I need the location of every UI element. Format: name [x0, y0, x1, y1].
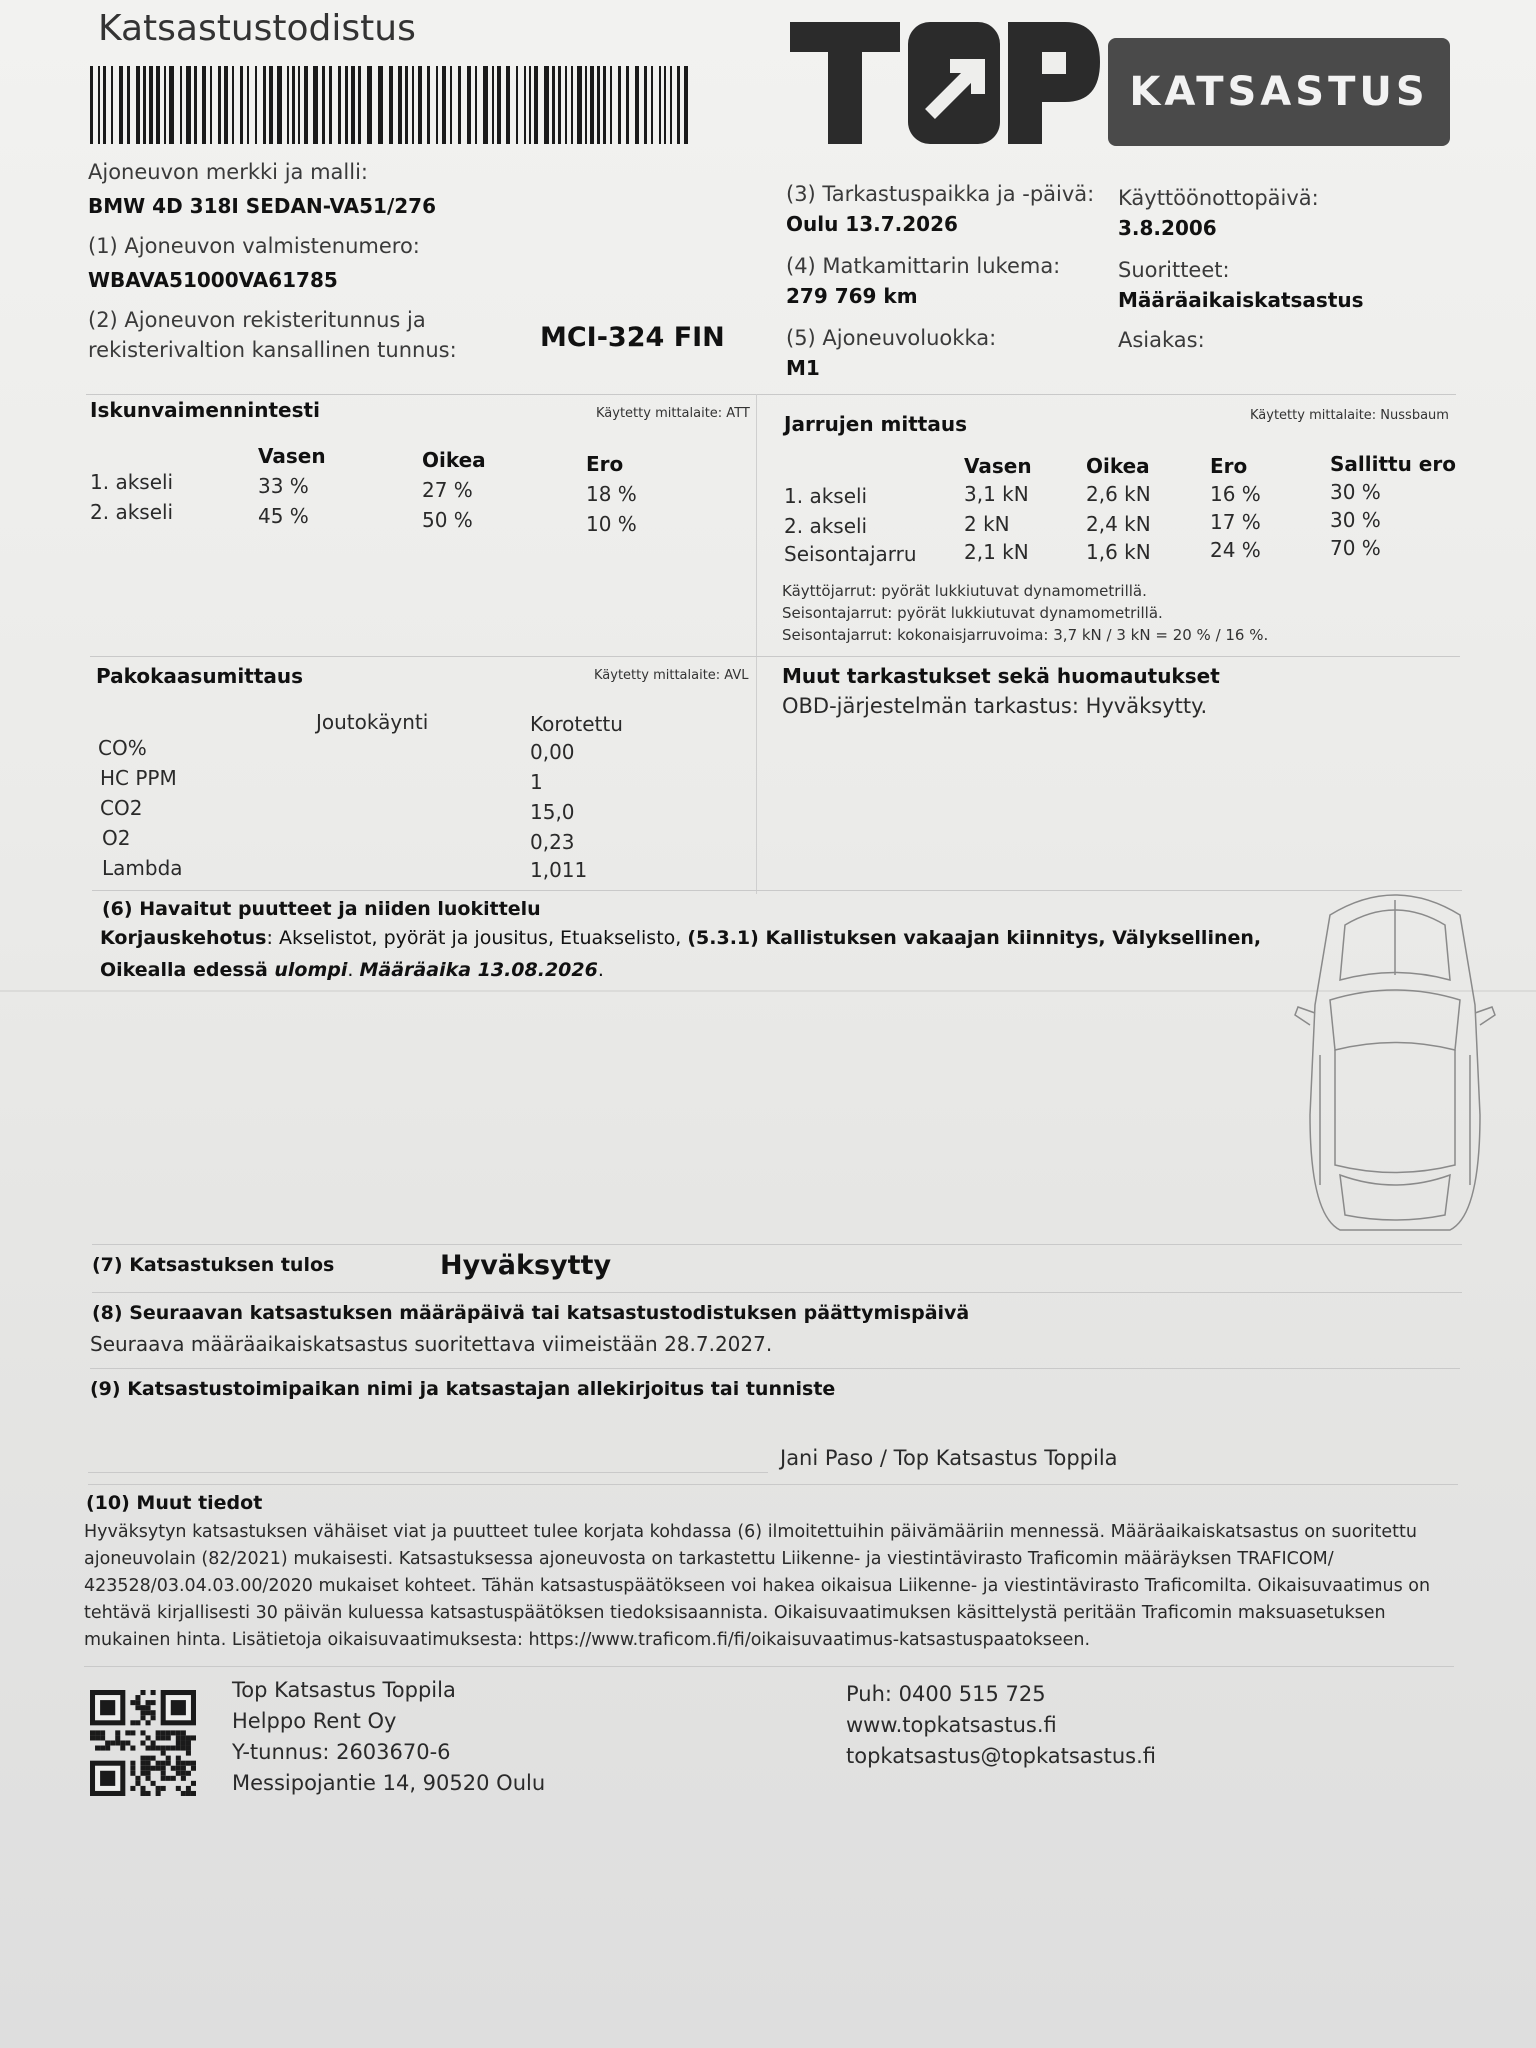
divider: [86, 394, 1456, 395]
defect-location: Oikealla edessä: [100, 959, 275, 981]
misc-line: mukainen hinta. Lisätietoja oikaisuvaatimuksesta: https://www.traficom.fi/fi/oikaisuvaatimus-katsastuspaatokseen.: [84, 1630, 1091, 1650]
commission-label: Käyttöönottopäivä:: [1118, 186, 1319, 210]
shock-row-label: 2. akseli: [90, 500, 174, 524]
exhaust-row-label: CO%: [98, 736, 147, 760]
commission-value: 3.8.2006: [1118, 216, 1217, 240]
vin-label: (1) Ajoneuvon valmistenumero:: [88, 234, 420, 258]
misc-label: (10) Muut tiedot: [86, 1492, 263, 1514]
footer-company: Messipojantie 14, 90520 Oulu: [232, 1771, 546, 1795]
vin-value: WBAVA51000VA61785: [88, 268, 338, 292]
brakes-cell: 17 %: [1210, 510, 1261, 534]
next-text: Seuraava määräaikaiskatsastus suoritettava viimeistään 28.7.2027.: [90, 1332, 773, 1356]
shock-cell: 27 %: [422, 478, 473, 502]
place-value: Oulu 13.7.2026: [786, 212, 958, 236]
katsastus-badge: KATSASTUS: [1108, 38, 1450, 146]
brakes-cell: 30 %: [1330, 480, 1381, 504]
brakes-note: Käyttöjarrut: pyörät lukkiutuvat dynamometrillä.: [782, 582, 1147, 600]
exhaust-cell: 0,23: [530, 830, 575, 854]
shock-header-left: Vasen: [258, 444, 326, 468]
defect-deadline: Määräaika 13.08.2026: [359, 959, 598, 981]
brakes-header-allowed: Sallittu ero: [1330, 452, 1456, 476]
brakes-cell: 70 %: [1330, 536, 1381, 560]
exhaust-cell: 15,0: [530, 800, 575, 824]
barcode-image: [90, 66, 694, 144]
other-checks-title: Muut tarkastukset sekä huomautukset: [782, 664, 1220, 688]
odometer-label: (4) Matkamittarin lukema:: [786, 254, 1061, 278]
brakes-header-diff: Ero: [1210, 454, 1248, 478]
shock-header-right: Oikea: [422, 448, 486, 472]
misc-line: ajoneuvolain (82/2021) mukaisesti. Katsastuksessa ajoneuvosta on tarkastettu Liikenne- ja viestintävirasto Traficomin määräyksen TRAFICOM/: [84, 1549, 1334, 1569]
reg-value: MCI-324 FIN: [540, 322, 725, 353]
brakes-header-right: Oikea: [1086, 454, 1150, 478]
divider: [90, 656, 1460, 657]
customer-label: Asiakas:: [1118, 328, 1205, 352]
exhaust-row-label: Lambda: [102, 856, 183, 880]
signature-label: (9) Katsastustoimipaikan nimi ja katsastajan allekirjoitus tai tunniste: [90, 1378, 836, 1400]
defect-end: .: [597, 959, 604, 981]
defect-code: (5.3.1) Kallistuksen vakaajan kiinnitys, Välyksellinen,: [687, 927, 1262, 949]
result-value: Hyväksytty: [440, 1250, 612, 1281]
exhaust-device: Käytetty mittalaite: AVL: [594, 668, 749, 683]
brakes-row-label: Seisontajarru: [784, 542, 917, 566]
brakes-device: Käytetty mittalaite: Nussbaum: [1250, 408, 1449, 423]
divider: [84, 1666, 1454, 1667]
exhaust-row-label: HC PPM: [100, 766, 177, 790]
brakes-row-label: 2. akseli: [784, 514, 868, 538]
class-label: (5) Ajoneuvoluokka:: [786, 326, 997, 350]
defects-description: [100, 922, 1300, 986]
other-checks-text: OBD-järjestelmän tarkastus: Hyväksytty.: [782, 694, 1208, 718]
brakes-cell: 30 %: [1330, 508, 1381, 532]
footer-company: Y-tunnus: 2603670-6: [232, 1740, 451, 1764]
shock-cell: 50 %: [422, 508, 473, 532]
column-divider: [756, 394, 757, 894]
brakes-row-label: 1. akseli: [784, 484, 868, 508]
divider: [88, 1484, 1458, 1485]
exhaust-row-label: CO2: [100, 796, 143, 820]
shock-header-diff: Ero: [586, 452, 624, 476]
divider: [92, 1244, 1462, 1245]
place-label: (3) Tarkastuspaikka ja -päivä:: [786, 182, 1095, 206]
document-title: Katsastustodistus: [98, 8, 416, 49]
brakes-note: Seisontajarrut: pyörät lukkiutuvat dynamometrillä.: [782, 604, 1163, 622]
next-label: (8) Seuraavan katsastuksen määräpäivä tai katsastustodistuksen päättymispäivä: [92, 1302, 970, 1324]
defect-part: : Akselistot, pyörät ja jousitus, Etuakselisto,: [266, 927, 688, 949]
footer-company: Helppo Rent Oy: [232, 1709, 397, 1733]
odometer-value: 279 769 km: [786, 284, 918, 308]
top-logo: [790, 22, 1100, 144]
defect-kind: Korjauskehotus: [100, 927, 267, 949]
done-label: Suoritteet:: [1118, 258, 1230, 282]
exhaust-header-raised: Korotettu: [530, 712, 623, 736]
brakes-title: Jarrujen mittaus: [784, 412, 967, 436]
misc-line: Hyväksytyn katsastuksen vähäiset viat ja puutteet tulee korjata kohdassa (6) ilmoitettuihin päivämääriin mennessä. Määräaikaiskatsastus on suoritettu: [84, 1522, 1417, 1542]
shock-cell: 33 %: [258, 474, 309, 498]
shock-row-label: 1. akseli: [90, 470, 174, 494]
footer-email[interactable]: topkatsastus@topkatsastus.fi: [846, 1744, 1156, 1768]
exhaust-title: Pakokaasumittaus: [96, 664, 304, 688]
shock-cell: 45 %: [258, 504, 309, 528]
exhaust-cell: 1,011: [530, 858, 588, 882]
brakes-cell: 16 %: [1210, 482, 1261, 506]
shock-device: Käytetty mittalaite: ATT: [596, 406, 750, 421]
exhaust-row-label: O2: [102, 826, 131, 850]
signature-line: [88, 1472, 768, 1473]
car-diagram: [1290, 885, 1500, 1235]
make-value: BMW 4D 318I SEDAN-VA51/276: [88, 194, 437, 218]
result-label: (7) Katsastuksen tulos: [92, 1254, 335, 1276]
brakes-cell: 2,6 kN: [1086, 482, 1151, 506]
divider: [90, 1368, 1460, 1369]
brakes-cell: 1,6 kN: [1086, 540, 1151, 564]
make-label: Ajoneuvon merkki ja malli:: [88, 160, 368, 184]
brakes-header-left: Vasen: [964, 454, 1032, 478]
defect-sep: .: [347, 959, 360, 981]
defect-location-emph: ulompi: [274, 959, 348, 981]
exhaust-cell: 0,00: [530, 740, 575, 764]
signature-value: Jani Paso / Top Katsastus Toppila: [780, 1446, 1118, 1470]
shock-cell: 18 %: [586, 482, 637, 506]
reg-label-1: (2) Ajoneuvon rekisteritunnus ja: [88, 308, 426, 332]
shock-cell: 10 %: [586, 512, 637, 536]
brakes-cell: 24 %: [1210, 538, 1261, 562]
qr-code-image: [90, 1690, 196, 1796]
brakes-cell: 2,4 kN: [1086, 512, 1151, 536]
divider: [92, 1292, 1462, 1293]
brakes-cell: 2,1 kN: [964, 540, 1029, 564]
reg-label-2: rekisterivaltion kansallinen tunnus:: [88, 338, 457, 362]
divider: [92, 890, 1462, 891]
footer-company: Top Katsastus Toppila: [232, 1678, 456, 1702]
footer-website[interactable]: www.topkatsastus.fi: [846, 1713, 1057, 1737]
defects-title: (6) Havaitut puutteet ja niiden luokittelu: [102, 898, 541, 920]
shock-title: Iskunvaimennintesti: [90, 398, 320, 422]
brakes-cell: 2 kN: [964, 512, 1010, 536]
footer-phone[interactable]: Puh: 0400 515 725: [846, 1682, 1046, 1706]
brakes-note: Seisontajarrut: kokonaisjarruvoima: 3,7 kN / 3 kN = 20 % / 16 %.: [782, 626, 1269, 644]
misc-line: 423528/03.04.03.00/2020 mukaiset kohteet. Tähän katsastuspäätökseen voi hakea oikaisua Liikenne- ja viestintävirasto Traficomilta. Oikaisuvaatimus on: [84, 1576, 1431, 1596]
misc-line: tehtävä kirjallisesti 30 päivän kuluessa katsastuspäätöksen tiedoksisaannista. Oikaisuvaatimuksen käsittelystä peritään Traficomin maksuasetuksen: [84, 1603, 1386, 1623]
class-value: M1: [786, 356, 820, 380]
brakes-cell: 3,1 kN: [964, 482, 1029, 506]
exhaust-cell: 1: [530, 770, 543, 794]
exhaust-header-idle: Joutokäynti: [316, 710, 429, 734]
done-value: Määräaikaiskatsastus: [1118, 288, 1364, 312]
